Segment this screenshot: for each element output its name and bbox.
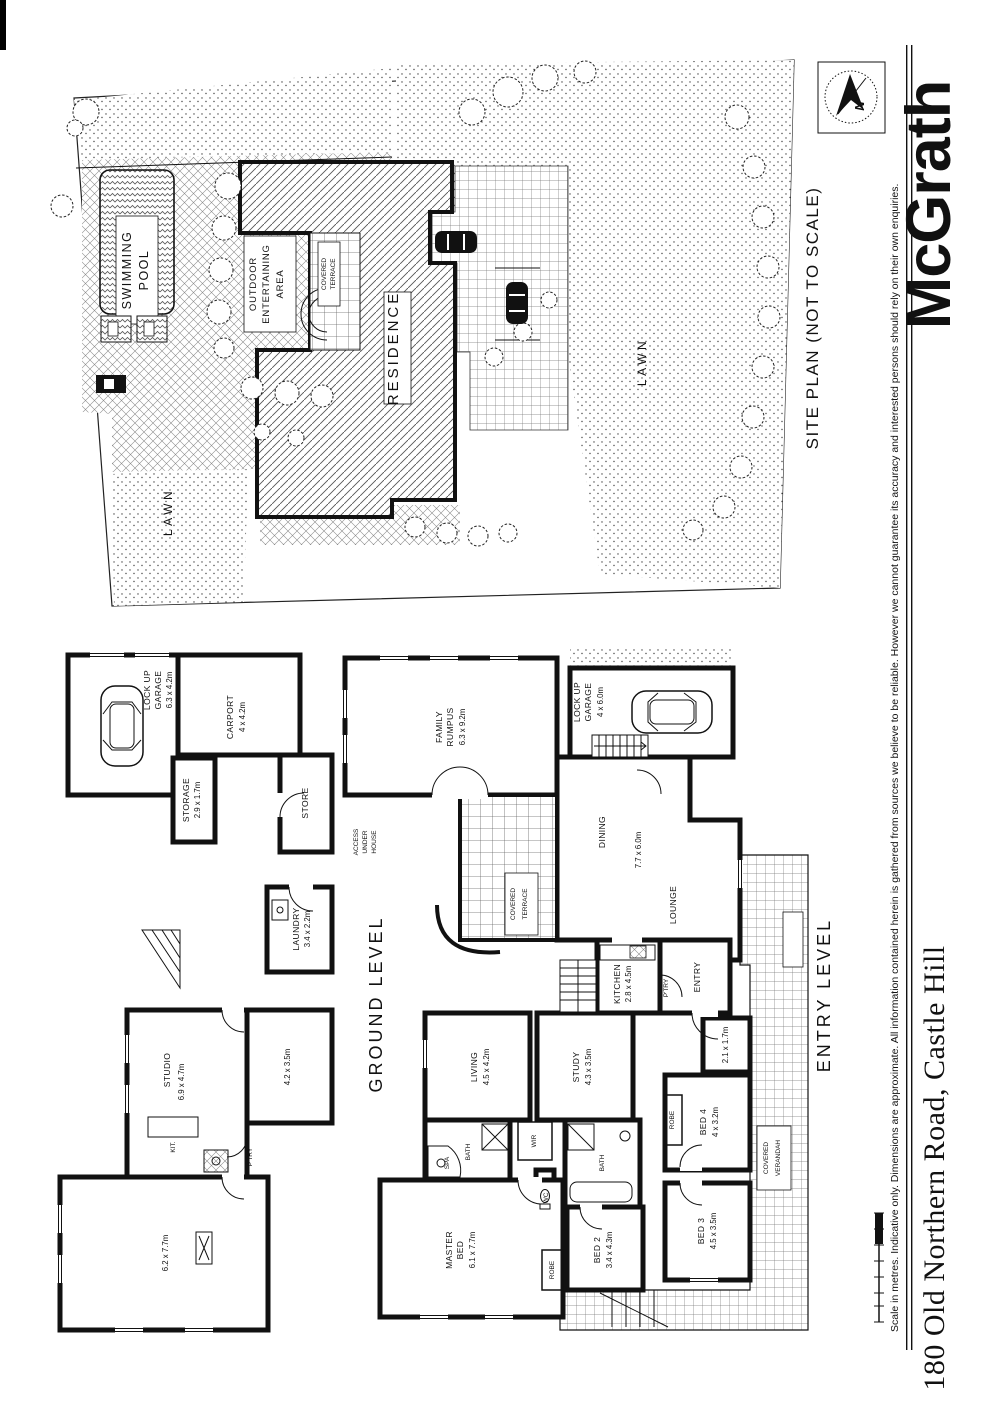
el-robe4-label: ROBE bbox=[669, 1110, 676, 1130]
gl-studio-dims: 6.9 x 4.7m bbox=[177, 1063, 186, 1101]
el-bed2-label: BED 2 bbox=[592, 1236, 602, 1264]
pool-pump-shed-inner bbox=[104, 379, 114, 389]
scan-artifact bbox=[0, 0, 6, 50]
el-bed3-label: BED 3 bbox=[696, 1217, 706, 1245]
el-covered-verandah-line1: COVERED bbox=[763, 1141, 770, 1175]
gl-laundry-label: LAUNDRY bbox=[291, 907, 301, 951]
el-spa-label: SPA bbox=[444, 1156, 451, 1170]
spa-box-2-tag bbox=[144, 322, 154, 336]
el-entry-label: ENTRY bbox=[692, 961, 702, 993]
el-study-label: STUDY bbox=[571, 1051, 581, 1083]
el-bed4-dims: 4 x 3.2m bbox=[711, 1107, 720, 1137]
disclaimer-text: Scale in metres. Indicative only. Dimensions are approximate. All information contained herein is gathered from sources we believe to be reliable. However we cannot guarantee its accuracy and interested persons should rely on their own enquiries. bbox=[889, 183, 901, 1332]
gl-carport-dims: 4 x 4.2m bbox=[238, 702, 247, 732]
el-covered-verandah-line2: VERANDAH bbox=[775, 1139, 782, 1177]
north-letter: N bbox=[852, 101, 867, 111]
outdoor-entertaining-line3: AREA bbox=[275, 269, 286, 299]
verandah-bench bbox=[783, 912, 803, 967]
el-rumpus-label1: FAMILY bbox=[434, 710, 444, 744]
gl-store-label: STORE bbox=[300, 787, 310, 819]
el-wc-label: WC bbox=[543, 1192, 550, 1204]
el-robe2-label: ROBE bbox=[549, 1260, 556, 1280]
el-kitchen-label: KITCHEN bbox=[612, 963, 622, 1005]
gl-room-b-dims: 6.2 x 7.7m bbox=[161, 1234, 170, 1272]
gl-garage-car bbox=[101, 686, 143, 766]
el-dining-lounge-room bbox=[557, 757, 740, 960]
el-garage-car bbox=[632, 691, 712, 733]
el-bed3-dims: 4.5 x 3.5m bbox=[709, 1212, 718, 1250]
branding-column bbox=[803, 45, 964, 1391]
el-living-dims: 4.5 x 4.2m bbox=[482, 1048, 491, 1086]
el-access-label1: ACCESS bbox=[353, 828, 360, 856]
residence-label: RESIDENCE bbox=[385, 290, 402, 406]
el-dining-dims: 7.7 x 6.0m bbox=[634, 831, 643, 869]
el-master-dims: 6.1 x 7.7m bbox=[468, 1231, 477, 1269]
el-rumpus-dims: 6.3 x 9.2m bbox=[458, 708, 467, 746]
site-covered-terrace-line1: COVERED bbox=[321, 257, 328, 291]
el-lounge-label: LOUNGE bbox=[668, 885, 678, 925]
el-dining-label: DINING bbox=[597, 815, 607, 849]
el-driveway-stub bbox=[570, 648, 733, 666]
el-bed2-dims: 3.4 x 4.3m bbox=[605, 1231, 614, 1269]
swimming-pool-label2: POOL bbox=[137, 249, 151, 291]
lawn-bottom-left bbox=[112, 468, 248, 606]
site-covered-terrace-line2: TERRACE bbox=[330, 258, 337, 290]
el-store-small-dims: 2.1 x 1.7m bbox=[721, 1026, 730, 1064]
site-plan-title: SITE PLAN (NOT TO SCALE) bbox=[803, 186, 822, 450]
el-rumpus-label2: RUMPUS bbox=[445, 707, 455, 747]
gl-garage-dims: 6.3 x 4.2m bbox=[165, 671, 174, 709]
el-internal-stairs bbox=[560, 960, 596, 1012]
el-covered-terrace-line1: COVERED bbox=[510, 887, 517, 921]
gl-pantry-label: P'TRY bbox=[247, 1147, 254, 1167]
gl-kit-label: KIT. bbox=[170, 1141, 177, 1153]
lawn-top-left bbox=[74, 68, 392, 160]
el-covered-terrace-line2: TERRACE bbox=[522, 888, 529, 920]
gl-external-stairs bbox=[142, 930, 180, 988]
gl-studio-room bbox=[127, 1010, 247, 1177]
ground-level-plan bbox=[57, 652, 386, 1333]
spa-box-1-tag bbox=[108, 322, 118, 336]
el-master-label1: MASTER bbox=[444, 1231, 454, 1269]
ground-level-title: GROUND LEVEL bbox=[366, 915, 386, 1093]
el-bath-ensuite-label: BATH bbox=[465, 1143, 472, 1161]
el-garage-dims: 4 x 6.0m bbox=[596, 687, 605, 717]
outdoor-entertaining-line1: OUTDOOR bbox=[248, 256, 259, 312]
gl-garage-label1: LOCK UP bbox=[142, 669, 152, 711]
gl-storage-dims: 2.9 x 1.7m bbox=[193, 781, 202, 819]
site-plan bbox=[51, 60, 794, 606]
property-address: 180 Old Northern Road, Castle Hill bbox=[918, 945, 951, 1391]
entry-level-title: ENTRY LEVEL bbox=[814, 917, 834, 1073]
el-wir-label: WIR bbox=[531, 1134, 538, 1148]
el-access-label2: UNDER bbox=[362, 830, 369, 854]
gl-room-a-dims: 4.2 x 3.5m bbox=[283, 1048, 292, 1086]
el-bath-label: BATH bbox=[599, 1154, 606, 1172]
site-car-1 bbox=[435, 231, 477, 253]
site-car-2 bbox=[506, 282, 528, 324]
el-pantry-label: P'TRY bbox=[663, 978, 670, 998]
el-garage-label2: GARAGE bbox=[583, 682, 593, 722]
el-kitchen-dims: 2.8 x 4.5m bbox=[624, 965, 633, 1003]
gl-garage-label2: GARAGE bbox=[153, 670, 163, 710]
el-bed3-room bbox=[665, 1183, 750, 1280]
gl-studio-label: STUDIO bbox=[162, 1052, 172, 1088]
el-access-label3: HOUSE bbox=[371, 830, 378, 854]
lawn-left-label: LAWN bbox=[161, 487, 175, 537]
gl-carport-label: CARPORT bbox=[225, 694, 235, 740]
mcgrath-logo: McGrath bbox=[894, 80, 964, 330]
gl-storage-label: STORAGE bbox=[181, 777, 191, 823]
el-master-label2: BED bbox=[455, 1240, 465, 1260]
entry-level-plan bbox=[342, 648, 834, 1330]
scale-bar bbox=[874, 1213, 884, 1322]
lawn-right-label: LAWN bbox=[635, 337, 649, 387]
swimming-pool-label: SWIMMING bbox=[120, 230, 134, 310]
gl-laundry-dims: 3.4 x 2.2m bbox=[303, 910, 312, 948]
el-garage-label1: LOCK UP bbox=[572, 681, 582, 723]
el-living-label: LIVING bbox=[469, 1051, 479, 1083]
el-garage-stairs bbox=[592, 735, 648, 757]
studio-sink-icon bbox=[204, 1150, 228, 1172]
outdoor-entertaining-line2: ENTERTAINING bbox=[261, 244, 272, 324]
el-bed4-label: BED 4 bbox=[698, 1108, 708, 1136]
north-arrow-icon bbox=[818, 62, 885, 133]
el-study-dims: 4.3 x 3.5m bbox=[584, 1048, 593, 1086]
